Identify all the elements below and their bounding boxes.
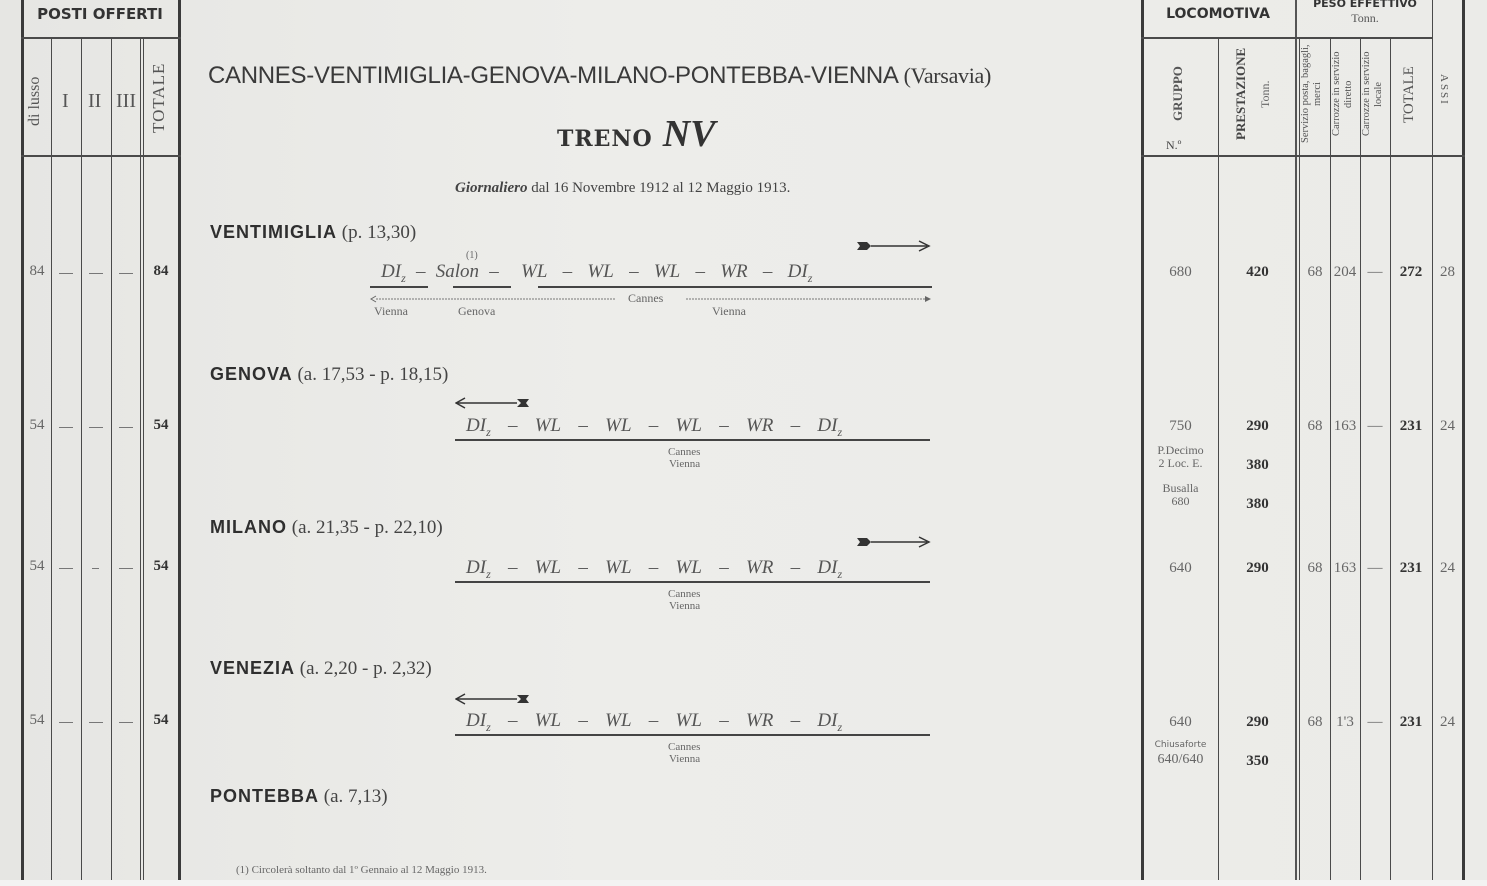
- station-times: (a. 21,35 - p. 22,10): [291, 517, 443, 538]
- car-wl: WL: [534, 710, 562, 731]
- cell-ii-dash: [89, 722, 103, 723]
- cell-prestazione-extra: 380: [1246, 496, 1269, 512]
- destination-label: Genova: [458, 304, 496, 318]
- car-wl: WL: [675, 557, 702, 578]
- consist-underline: [455, 439, 930, 441]
- station-times: (a. 17,53 - p. 18,15): [297, 364, 449, 385]
- col-divider: [1360, 39, 1361, 880]
- extra-gruppo: 640/640: [1157, 752, 1204, 767]
- table-border-right: [178, 0, 181, 880]
- schedule-dates: dal 16 Novembre 1912 al 12 Maggio 1913.: [531, 180, 791, 196]
- car-wr: WR: [745, 557, 774, 578]
- col-header-servizio-posta: Servizio posta, bagagli, merci: [1300, 44, 1323, 144]
- train-code: NV: [662, 113, 716, 155]
- route-from: Cannes: [668, 588, 701, 600]
- consist-underline: [370, 286, 428, 288]
- schedule-line: [455, 180, 790, 197]
- extra-gruppo: 680: [1171, 494, 1190, 508]
- train-consist: $DI_z$ – WL – WL – WL – WR – $DI_z$: [466, 557, 843, 581]
- train-consist: $DI_z$ – Salon – WL – WL – WL – WR – $DI_z$: [381, 261, 813, 285]
- route-from: Cannes: [668, 741, 701, 753]
- route-to: Vienna: [669, 600, 701, 612]
- cell-gruppo: 750: [1169, 418, 1192, 434]
- extra-location: Chiusaforte: [1154, 740, 1207, 750]
- cell-assi: 24: [1440, 560, 1455, 576]
- header-bottom-rule: [1141, 155, 1465, 157]
- car-wl: WL: [675, 415, 702, 436]
- route-origin-label: Cannes: [628, 291, 664, 305]
- cell-di-lusso: 54: [29, 712, 45, 728]
- car-diz: $DI_z$: [466, 710, 491, 734]
- col-header-gruppo: GRUPPO: [1170, 66, 1185, 122]
- cell-prestazione-extra: 350: [1246, 753, 1269, 769]
- col-divider: [143, 39, 144, 880]
- col-divider: [51, 39, 52, 880]
- car-wl: WL: [587, 261, 614, 282]
- car-diz: $DI_z$: [466, 557, 491, 581]
- station-heading: [210, 222, 416, 244]
- cell-locale: —: [1367, 418, 1383, 434]
- car-wr: WR: [720, 261, 748, 282]
- col-header-prestazione-unit: Tonn.: [1258, 80, 1272, 108]
- cell-posta: 68: [1307, 418, 1323, 434]
- cell-gruppo-extra: [1143, 444, 1218, 470]
- page-bottom-edge: [0, 880, 1487, 886]
- car-wl: WL: [605, 415, 632, 436]
- col-divider: [111, 39, 112, 880]
- route-title-paren: (Varsavia): [903, 63, 992, 88]
- cell-totale: 54: [153, 712, 169, 728]
- station-name: MILANO: [210, 517, 287, 537]
- train-label: TRENO: [557, 126, 653, 152]
- col-divider: [1218, 39, 1219, 880]
- header-divider: [21, 37, 181, 39]
- cell-totale: 272: [1399, 264, 1423, 280]
- col-header-class-ii: II: [88, 90, 102, 112]
- col-header-totale: TOTALE: [149, 62, 168, 133]
- direction-arrow-left-icon: [455, 693, 533, 705]
- table-border-left: [21, 0, 24, 880]
- cell-posta: 68: [1307, 560, 1323, 576]
- car-diz: $DI_z$: [817, 415, 843, 439]
- car-diz: $DI_z$: [381, 261, 406, 285]
- cell-iii-dash: [119, 273, 133, 274]
- cell-totale: 54: [153, 558, 169, 574]
- car-wr: WR: [745, 710, 774, 731]
- peso-effettivo-header: PESO EFFETTIVO: [1313, 0, 1417, 10]
- car-wl: WL: [534, 415, 562, 436]
- car-wl: WL: [653, 261, 681, 282]
- station-name: GENOVA: [210, 364, 293, 384]
- col-divider: [1432, 0, 1433, 880]
- direction-arrow-left-icon: [455, 397, 533, 409]
- cell-totale: 231: [1399, 418, 1423, 434]
- station-heading: [210, 517, 443, 539]
- col-header-prestazione: PRESTAZIONE: [1233, 47, 1248, 141]
- cell-diretto: 163: [1333, 560, 1357, 576]
- car-wl: WL: [605, 557, 632, 578]
- cell-totale: 54: [153, 417, 169, 433]
- col-divider: [1295, 0, 1297, 880]
- destination-label: Vienna: [374, 304, 408, 318]
- footnote: (1) Circolerà soltanto dal 1º Gennaio al 12 Maggio 1913.: [236, 864, 487, 876]
- route-title-text: CANNES-VENTIMIGLIA-GENOVA-MILANO-PONTEBBA-VIENNA: [208, 62, 898, 89]
- extra-location: Busalla: [1162, 481, 1199, 495]
- station-heading: [210, 658, 432, 680]
- car-wr: WR: [745, 415, 774, 436]
- car-wl: WL: [675, 710, 702, 731]
- station-times: (a. 7,13): [323, 786, 388, 807]
- route-to: Vienna: [669, 458, 701, 470]
- col-header-carrozze-locale: Carrozze in servizio locale: [1361, 51, 1384, 137]
- col-header-totale: TOTALE: [1401, 66, 1417, 124]
- cell-diretto: 204: [1333, 264, 1357, 280]
- station-times: (p. 13,30): [341, 222, 417, 243]
- table-border-right: [1462, 0, 1465, 880]
- cell-prestazione: 290: [1246, 418, 1269, 434]
- col-header-di-lusso: di lusso: [26, 76, 43, 127]
- col-header-class-i: I: [62, 90, 69, 112]
- cell-gruppo: 640: [1169, 560, 1192, 576]
- cell-locale: —: [1367, 714, 1383, 730]
- header-bottom-rule: [21, 155, 181, 157]
- cell-prestazione: 420: [1246, 264, 1269, 280]
- cell-di-lusso: 84: [29, 263, 45, 279]
- car-diz: $DI_z$: [817, 557, 843, 581]
- train-consist: $DI_z$ – WL – WL – WL – WR – $DI_z$: [466, 710, 843, 734]
- cell-assi: 28: [1440, 264, 1455, 280]
- cell-i-dash: [59, 568, 73, 569]
- cell-ii-dash: [92, 568, 99, 569]
- cell-locale: —: [1367, 264, 1383, 280]
- route-from: Cannes: [668, 446, 701, 458]
- col-header-carrozze-diretto: Carrozze in servizio diretto: [1331, 51, 1354, 137]
- station-heading: [210, 786, 388, 808]
- station-times: (a. 2,20 - p. 2,32): [299, 658, 432, 679]
- cell-locale: —: [1367, 560, 1383, 576]
- consist-underline: [455, 581, 930, 583]
- destination-label: Vienna: [712, 304, 746, 318]
- cell-prestazione-extra: 380: [1246, 457, 1269, 473]
- col-divider: [81, 39, 82, 880]
- cell-diretto: 1'3: [1336, 714, 1354, 730]
- col-divider: [1299, 39, 1300, 880]
- cell-posta: 68: [1307, 264, 1323, 280]
- route-title: [208, 62, 991, 90]
- cell-ii-dash: [89, 273, 103, 274]
- car-wl: WL: [605, 710, 632, 731]
- cell-iii-dash: [119, 427, 133, 428]
- station-name: PONTEBBA: [210, 786, 320, 806]
- extra-gruppo: 2 Loc. E.: [1158, 456, 1203, 470]
- station-name: VENEZIA: [210, 658, 296, 678]
- locomotiva-header: LOCOMOTIVA: [1166, 6, 1270, 22]
- posti-offerti-header: POSTI OFFERTI: [37, 5, 163, 23]
- consist-underline: [455, 734, 930, 736]
- cell-gruppo: 680: [1169, 264, 1192, 280]
- car-wl: WL: [521, 261, 548, 282]
- cell-totale: 84: [153, 263, 169, 279]
- col-header-class-iii: III: [116, 90, 136, 112]
- train-heading: [557, 112, 716, 156]
- col-header-gruppo-no: N.º: [1166, 138, 1182, 152]
- cell-di-lusso: 54: [29, 558, 45, 574]
- consist-underline: [538, 286, 932, 288]
- cell-iii-dash: [119, 568, 133, 569]
- col-header-assi: ASSI: [1438, 74, 1450, 106]
- peso-unit: Tonn.: [1351, 11, 1379, 25]
- cell-gruppo-extra: [1143, 740, 1218, 768]
- cell-prestazione: 290: [1246, 714, 1269, 730]
- direction-arrow-right-icon: [855, 536, 931, 548]
- header-divider: [1141, 37, 1432, 39]
- train-consist: $DI_z$ – WL – WL – WL – WR – $DI_z$: [466, 415, 843, 439]
- cell-ii-dash: [89, 427, 103, 428]
- cell-i-dash: [59, 427, 73, 428]
- car-diz: $DI_z$: [466, 415, 491, 439]
- salon-footnote-ref: (1): [466, 250, 478, 261]
- cell-iii-dash: [119, 722, 133, 723]
- col-divider: [1330, 39, 1331, 880]
- cell-assi: 24: [1440, 714, 1455, 730]
- schedule-prefix: Giornaliero: [455, 180, 528, 196]
- cell-gruppo-extra: [1143, 482, 1218, 508]
- consist-underline: [453, 286, 511, 288]
- car-diz: $DI_z$: [787, 261, 813, 285]
- extra-location: P.Decimo: [1157, 443, 1204, 457]
- route-to: Vienna: [669, 753, 701, 765]
- station-name: VENTIMIGLIA: [210, 222, 337, 242]
- cell-posta: 68: [1307, 714, 1323, 730]
- col-divider: [1390, 39, 1391, 880]
- cell-di-lusso: 54: [29, 417, 45, 433]
- car-diz: $DI_z$: [817, 710, 843, 734]
- cell-totale: 231: [1399, 560, 1423, 576]
- cell-prestazione: 290: [1246, 560, 1269, 576]
- col-divider: [140, 39, 141, 880]
- station-heading: [210, 364, 448, 386]
- cell-i-dash: [59, 722, 73, 723]
- car-salon: Salon: [435, 261, 480, 282]
- cell-assi: 24: [1440, 418, 1455, 434]
- cell-diretto: 163: [1333, 418, 1357, 434]
- cell-i-dash: [59, 273, 73, 274]
- direction-arrow-right-icon: [855, 240, 931, 252]
- cell-gruppo: 640: [1169, 714, 1192, 730]
- cell-totale: 231: [1399, 714, 1423, 730]
- car-wl: WL: [534, 557, 562, 578]
